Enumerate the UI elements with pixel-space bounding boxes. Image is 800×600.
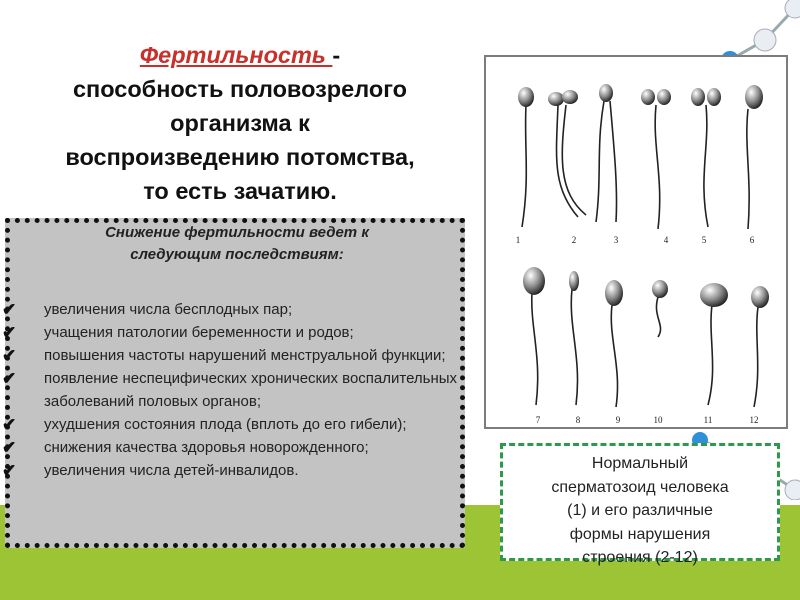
list-item-text: ухудшения состояния плода (вплоть до его гибели); bbox=[44, 416, 407, 433]
fertility-definition bbox=[5, 38, 475, 208]
sperm-5-head-b bbox=[707, 88, 721, 106]
list-item-text: учащения патологии беременности и родов; bbox=[44, 324, 354, 341]
sperm-1-head bbox=[518, 87, 534, 107]
checkmark-icon: ✔ bbox=[2, 346, 17, 365]
caption-line-3: (1) и его различные bbox=[567, 502, 713, 519]
checkmark-icon: ✔ bbox=[2, 415, 17, 434]
list-item bbox=[0, 459, 470, 482]
figure-label-12: 12 bbox=[749, 415, 759, 425]
sperm-8-head bbox=[569, 271, 579, 291]
list-item bbox=[0, 298, 470, 321]
sperm-3-tail-b bbox=[610, 101, 617, 222]
figure-label-5: 5 bbox=[701, 235, 707, 245]
sperm-3-tail-a bbox=[596, 101, 604, 222]
sperm-5-head-a bbox=[691, 88, 705, 106]
checkmark-icon: ✔ bbox=[2, 369, 17, 388]
sperm-6-tail bbox=[747, 109, 749, 229]
list-item-text: появление неспецифических хронических воспалительных заболеваний половых органов; bbox=[44, 370, 458, 410]
caption-line-2: сперматозоид человека bbox=[551, 478, 729, 496]
figure-caption bbox=[508, 452, 772, 570]
sperm-1-tail bbox=[522, 105, 526, 227]
caption-line-5: строения (2-12) bbox=[582, 549, 698, 566]
list-item bbox=[0, 413, 470, 436]
list-item bbox=[0, 321, 470, 344]
consequences-heading bbox=[12, 222, 462, 266]
figure-label-11: 11 bbox=[703, 415, 713, 425]
sperm-4-head-b bbox=[657, 89, 671, 105]
figure-label-2: 2 bbox=[571, 235, 577, 245]
figure-label-6: 6 bbox=[749, 235, 755, 245]
consequences-heading-line-1: Снижение фертильности ведет к bbox=[105, 224, 369, 241]
list-item-text: снижения качества здоровья новорожденного; bbox=[44, 439, 369, 456]
checkmark-icon: ✔ bbox=[2, 323, 17, 342]
checkmark-icon: ✔ bbox=[2, 438, 17, 457]
sperm-forms-figure bbox=[484, 55, 788, 429]
sperm-11-head bbox=[700, 283, 728, 307]
sperm-10-tail bbox=[656, 297, 660, 337]
sperm-2-head-a bbox=[548, 92, 564, 106]
title-dash: - bbox=[332, 42, 341, 68]
sperm-11-tail bbox=[708, 305, 713, 405]
figure-label-7: 7 bbox=[535, 415, 541, 425]
figure-label-9: 9 bbox=[615, 415, 621, 425]
checkmark-icon: ✔ bbox=[2, 300, 17, 319]
title-line-3: организма к bbox=[170, 110, 310, 136]
sperm-7-head bbox=[523, 267, 545, 295]
sperm-10-head bbox=[652, 280, 668, 298]
list-item-text: увеличения числа бесплодных пар; bbox=[44, 301, 293, 318]
list-item-text: повышения частоты нарушений менструальной функции; bbox=[44, 347, 446, 364]
sperm-6-head bbox=[745, 85, 763, 109]
sperm-5-tail bbox=[704, 105, 708, 227]
title-term: Фертильность bbox=[139, 42, 333, 68]
list-item-text: увеличения числа детей-инвалидов. bbox=[44, 462, 299, 479]
sperm-12-head bbox=[751, 286, 769, 308]
figure-label-4: 4 bbox=[663, 235, 669, 245]
sperm-9-head bbox=[605, 280, 623, 306]
sperm-2-head-b bbox=[562, 90, 578, 104]
figure-label-8: 8 bbox=[575, 415, 581, 425]
figure-label-10: 10 bbox=[653, 415, 663, 425]
figure-label-3: 3 bbox=[613, 235, 619, 245]
sperm-4-head-a bbox=[641, 89, 655, 105]
consequences-list bbox=[0, 298, 470, 482]
title-line-5: то есть зачатию. bbox=[143, 178, 337, 204]
list-item bbox=[0, 344, 470, 367]
caption-line-1: Нормальный bbox=[591, 455, 689, 472]
sperm-12-tail bbox=[754, 307, 758, 407]
list-item bbox=[0, 367, 470, 413]
sperm-7-tail bbox=[532, 293, 538, 405]
title-line-1 bbox=[5, 38, 475, 72]
caption-line-4: формы нарушения bbox=[569, 525, 711, 543]
figure-label-1: 1 bbox=[515, 235, 521, 245]
sperm-4-tail bbox=[655, 105, 660, 229]
sperm-8-tail bbox=[571, 289, 577, 405]
list-item bbox=[0, 436, 470, 459]
sperm-9-tail bbox=[611, 305, 617, 407]
consequences-heading-line-2: следующим последствиям: bbox=[130, 246, 344, 263]
checkmark-icon: ✔ bbox=[2, 461, 17, 480]
sperm-drawings bbox=[486, 57, 786, 427]
title-line-2: способность половозрелого bbox=[72, 76, 408, 102]
sperm-3-head bbox=[599, 84, 613, 102]
title-line-4: воспроизведению потомства, bbox=[65, 144, 415, 170]
sperm-2-tail-a bbox=[557, 105, 578, 217]
